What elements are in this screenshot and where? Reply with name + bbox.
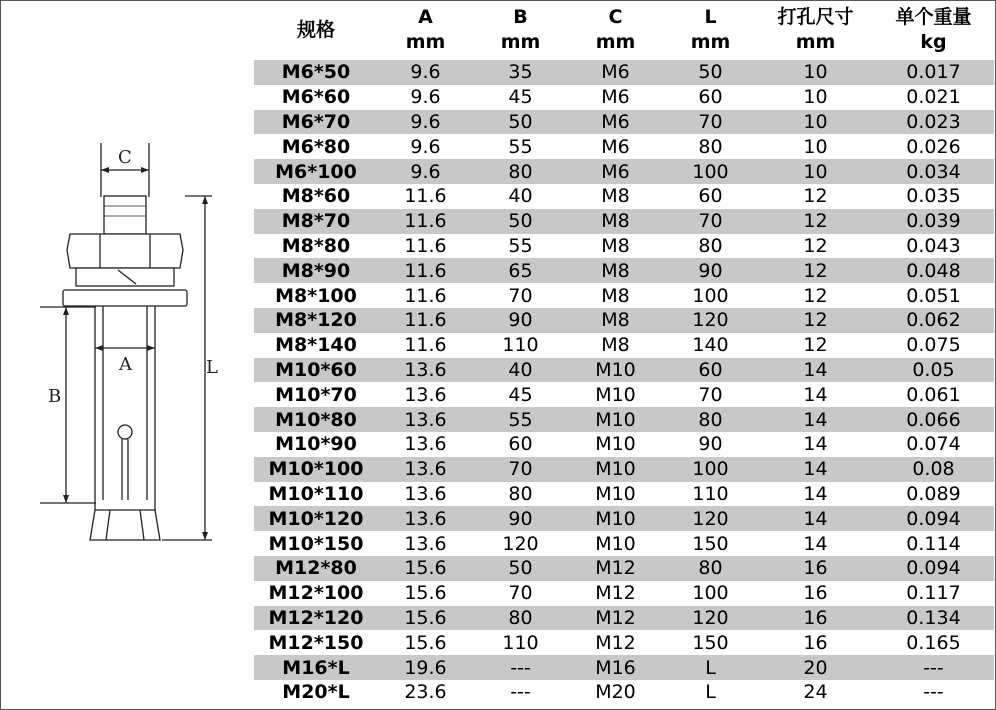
spec-cell: M10*60: [254, 358, 378, 383]
table-cell: 20: [758, 655, 873, 680]
table-cell: 10: [758, 159, 873, 184]
table-cell: 11.6: [404, 185, 447, 208]
table-row: [254, 531, 994, 556]
spec-cell: M10*70: [275, 383, 357, 406]
table-cell: M8: [568, 258, 663, 283]
table-cell: 0.062: [873, 308, 994, 333]
table-cell: 14: [803, 433, 828, 456]
table-cell: 12: [758, 258, 873, 283]
table-cell: 50: [473, 209, 568, 234]
spec-cell: M8*90: [254, 258, 378, 283]
header-l: L mm: [690, 6, 731, 53]
table-cell: 55: [473, 407, 568, 432]
table-row: [254, 283, 994, 308]
table-cell: 0.165: [906, 631, 961, 654]
table-cell: 13.6: [404, 433, 447, 456]
spec-cell: M6*60: [281, 86, 351, 109]
table-cell: 12: [758, 209, 873, 234]
spec-cell: M12*80: [254, 556, 378, 581]
table-row: [254, 680, 994, 705]
table-cell: 9.6: [378, 110, 473, 135]
spec-cell: M12*120: [254, 606, 378, 631]
table-cell: 60: [508, 433, 533, 456]
spec-cell: M6*70: [254, 110, 378, 135]
table-cell: 150: [692, 631, 729, 654]
table-cell: 24: [803, 681, 828, 704]
table-header-row: [254, 0, 994, 60]
table-cell: 0.039: [873, 209, 994, 234]
table-cell: 9.6: [378, 159, 473, 184]
table-cell: 0.017: [873, 60, 994, 85]
table-cell: 0.043: [906, 234, 961, 257]
header-spec: 规格: [296, 18, 335, 41]
table-row: [254, 234, 994, 259]
table-cell: 0.117: [906, 582, 961, 605]
table-cell: 0.08: [873, 457, 994, 482]
table-row: [254, 110, 994, 135]
table-cell: 0.048: [873, 258, 994, 283]
table-cell: 13.6: [378, 358, 473, 383]
table-cell: 45: [508, 86, 533, 109]
table-cell: 120: [663, 308, 758, 333]
spec-cell: M8*140: [275, 334, 357, 357]
table-cell: L: [705, 681, 716, 704]
table-cell: 12: [758, 308, 873, 333]
table-cell: 80: [473, 606, 568, 631]
table-cell: 12: [803, 234, 828, 257]
table-cell: 120: [502, 532, 539, 555]
table-row: [254, 606, 994, 631]
table-cell: M10: [595, 383, 636, 406]
table-cell: 16: [758, 606, 873, 631]
table-cell: 140: [692, 334, 729, 357]
table-cell: 0.021: [906, 86, 961, 109]
table-cell: M8: [568, 209, 663, 234]
table-cell: L: [663, 655, 758, 680]
table-row: [254, 382, 994, 407]
header-a: A mm: [405, 6, 446, 53]
spec-cell: M8*100: [275, 284, 357, 307]
table-row: [254, 184, 994, 209]
table-cell: M10: [595, 433, 636, 456]
table-cell: M12: [595, 631, 636, 654]
table-cell: M8: [568, 308, 663, 333]
table-cell: 80: [698, 135, 723, 158]
table-cell: M12: [568, 556, 663, 581]
spec-cell: M12*150: [268, 631, 364, 654]
table-cell: M10: [568, 407, 663, 432]
table-row: [254, 258, 994, 283]
table-cell: 11.6: [378, 209, 473, 234]
table-row: [254, 630, 994, 655]
table-cell: 11.6: [404, 284, 447, 307]
table-cell: 70: [663, 209, 758, 234]
table-cell: 110: [502, 631, 539, 654]
table-cell: 14: [758, 407, 873, 432]
table-row: [254, 432, 994, 457]
table-row: [254, 457, 994, 482]
table-cell: 0.051: [906, 284, 961, 307]
table-cell: M10: [568, 457, 663, 482]
spec-cell: M10*150: [268, 532, 364, 555]
table-row: [254, 407, 994, 432]
table-cell: M8: [601, 234, 630, 257]
table-cell: 0.075: [906, 334, 961, 357]
table-cell: 150: [692, 532, 729, 555]
table-cell: 0.035: [906, 185, 961, 208]
table-cell: 70: [508, 284, 533, 307]
table-row: [254, 358, 994, 383]
table-cell: M6: [568, 159, 663, 184]
table-cell: 16: [803, 631, 828, 654]
table-cell: 50: [473, 556, 568, 581]
table-row: [254, 60, 994, 85]
table-cell: ---: [510, 681, 531, 704]
table-cell: M12: [568, 606, 663, 631]
dimension-label-l: L: [206, 357, 218, 378]
table-cell: 90: [473, 506, 568, 531]
table-cell: 14: [758, 457, 873, 482]
table-cell: ---: [873, 655, 994, 680]
table-cell: 35: [473, 60, 568, 85]
table-body: [254, 60, 994, 705]
header-hole-size: 打孔尺寸 mm: [777, 6, 854, 53]
table-cell: 70: [663, 110, 758, 135]
table-cell: 100: [692, 284, 729, 307]
table-cell: 9.6: [410, 135, 441, 158]
table-cell: 13.6: [378, 457, 473, 482]
table-cell: 14: [803, 383, 828, 406]
header-b: B mm: [500, 6, 541, 53]
table-cell: 100: [663, 159, 758, 184]
table-row: [254, 333, 994, 358]
table-cell: 60: [698, 86, 723, 109]
table-cell: 80: [663, 407, 758, 432]
table-cell: 15.6: [378, 606, 473, 631]
table-cell: 23.6: [404, 681, 447, 704]
spec-cell: M6*50: [254, 60, 378, 85]
table-cell: 16: [758, 556, 873, 581]
table-cell: 80: [698, 234, 723, 257]
table-cell: 12: [803, 284, 828, 307]
table-row: [254, 581, 994, 606]
table-cell: 60: [663, 358, 758, 383]
table-cell: 0.061: [906, 383, 961, 406]
spec-cell: M8*120: [254, 308, 378, 333]
table-cell: 10: [803, 86, 828, 109]
table-cell: 13.6: [378, 506, 473, 531]
table-cell: M10: [595, 482, 636, 505]
table-cell: 0.094: [873, 506, 994, 531]
spec-cell: M10*120: [254, 506, 378, 531]
spec-cell: M16*L: [254, 655, 378, 680]
table-row: [254, 209, 994, 234]
spec-cell: M8*70: [254, 209, 378, 234]
table-cell: 100: [663, 457, 758, 482]
table-cell: 15.6: [404, 582, 447, 605]
header-unit-weight: 单个重量 kg: [895, 6, 972, 53]
spec-cell: M10*110: [268, 482, 364, 505]
table-cell: 50: [473, 110, 568, 135]
table-cell: M6: [601, 135, 630, 158]
dimension-label-b: B: [48, 386, 62, 407]
table-cell: 10: [758, 60, 873, 85]
table-row: [254, 482, 994, 507]
table-cell: M20: [595, 681, 636, 704]
table-cell: 0.114: [906, 532, 961, 555]
table-cell: 11.6: [404, 334, 447, 357]
table-cell: 90: [473, 308, 568, 333]
table-cell: M12: [595, 582, 636, 605]
table-row: [254, 85, 994, 110]
spec-cell: M8*80: [281, 234, 351, 257]
table-cell: 10: [758, 110, 873, 135]
table-cell: 80: [473, 159, 568, 184]
table-cell: 70: [508, 582, 533, 605]
spec-cell: M10*80: [254, 407, 378, 432]
table-cell: 15.6: [378, 556, 473, 581]
table-cell: 0.094: [873, 556, 994, 581]
table-cell: 0.134: [873, 606, 994, 631]
table-cell: M6: [601, 86, 630, 109]
spec-cell: M8*60: [281, 185, 351, 208]
table-cell: M10: [568, 358, 663, 383]
table-cell: 9.6: [410, 86, 441, 109]
table-cell: 0.026: [906, 135, 961, 158]
table-cell: 13.6: [404, 482, 447, 505]
spec-table: [254, 0, 994, 705]
table-cell: 45: [508, 383, 533, 406]
table-cell: 10: [803, 135, 828, 158]
table-cell: 14: [803, 532, 828, 555]
table-cell: 14: [803, 482, 828, 505]
table-cell: 0.074: [906, 433, 961, 456]
table-cell: 65: [473, 258, 568, 283]
table-cell: M6: [568, 110, 663, 135]
table-cell: 55: [508, 234, 533, 257]
table-cell: 40: [473, 358, 568, 383]
table-cell: 16: [803, 582, 828, 605]
table-cell: 14: [758, 506, 873, 531]
table-cell: M6: [568, 60, 663, 85]
table-cell: ---: [473, 655, 568, 680]
table-cell: 50: [663, 60, 758, 85]
table-cell: M8: [601, 185, 630, 208]
table-cell: 12: [803, 334, 828, 357]
table-cell: 120: [663, 506, 758, 531]
spec-cell: M12*100: [268, 582, 364, 605]
table-cell: 13.6: [404, 383, 447, 406]
table-row: [254, 556, 994, 581]
table-cell: 80: [508, 482, 533, 505]
header-c: C mm: [595, 6, 636, 53]
table-cell: 70: [698, 383, 723, 406]
table-cell: 15.6: [404, 631, 447, 654]
spec-cell: M10*90: [275, 433, 357, 456]
table-cell: 11.6: [378, 258, 473, 283]
table-cell: 90: [698, 433, 723, 456]
table-cell: 13.6: [378, 407, 473, 432]
table-cell: 9.6: [378, 60, 473, 85]
table-row: [254, 506, 994, 531]
table-cell: 110: [692, 482, 729, 505]
table-row: [254, 134, 994, 159]
spec-cell: M10*100: [254, 457, 378, 482]
table-cell: 0.066: [873, 407, 994, 432]
spec-cell: M6*100: [254, 159, 378, 184]
table-cell: ---: [923, 681, 944, 704]
table-cell: M8: [601, 284, 630, 307]
table-cell: 40: [508, 185, 533, 208]
table-cell: 0.023: [873, 110, 994, 135]
table-cell: M10: [568, 506, 663, 531]
table-cell: 90: [663, 258, 758, 283]
dimension-label-c: C: [118, 147, 132, 168]
table-cell: 60: [698, 185, 723, 208]
table-cell: 55: [508, 135, 533, 158]
dimension-label-a: A: [119, 354, 132, 375]
table-cell: 12: [803, 185, 828, 208]
table-cell: 80: [663, 556, 758, 581]
table-cell: 110: [502, 334, 539, 357]
table-cell: 13.6: [404, 532, 447, 555]
table-cell: 14: [758, 358, 873, 383]
table-cell: M8: [601, 334, 630, 357]
anchor-bolt-drawing: [0, 0, 252, 710]
table-cell: 0.034: [873, 159, 994, 184]
spec-cell: M20*L: [282, 681, 350, 704]
table-cell: 100: [692, 582, 729, 605]
table-cell: 120: [663, 606, 758, 631]
table-cell: 19.6: [378, 655, 473, 680]
table-cell: M10: [595, 532, 636, 555]
table-cell: 0.089: [906, 482, 961, 505]
table-cell: 11.6: [378, 308, 473, 333]
table-row: [254, 159, 994, 184]
table-row: [254, 308, 994, 333]
table-row: [254, 655, 994, 680]
spec-cell: M6*80: [281, 135, 351, 158]
table-cell: 0.05: [873, 358, 994, 383]
table-cell: M16: [568, 655, 663, 680]
table-cell: 70: [473, 457, 568, 482]
table-cell: 11.6: [404, 234, 447, 257]
